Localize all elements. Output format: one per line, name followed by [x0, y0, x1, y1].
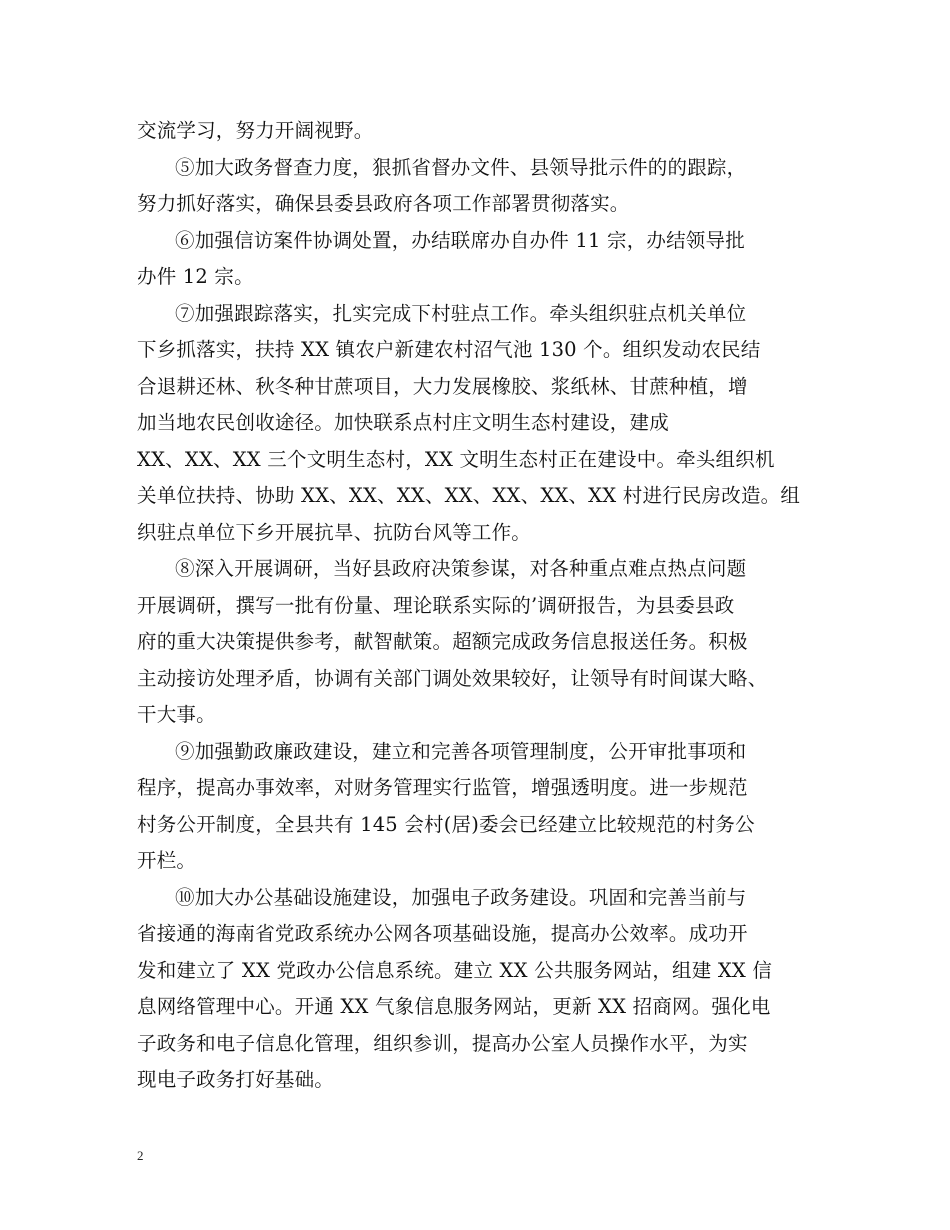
text-line: 开栏。	[137, 849, 197, 872]
text-line: 努力抓好落实，确保县委县政府各项工作部署贯彻落实。	[137, 192, 630, 215]
text-line: 程序，提高办事效率，对财务管理实行监管，增强透明度。进一步规范	[137, 776, 748, 799]
text-line: ⑦加强跟踪落实，扎实完成下村驻点工作。牵头组织驻点机关单位	[175, 301, 747, 325]
text-line: 交流学习，努力开阔视野。	[137, 119, 374, 142]
text-line: XX、XX、XX 三个文明生态村，XX 文明生态村正在建设中。牵头组织机	[137, 447, 775, 471]
text-line: 息网络管理中心。开通 XX 气象信息服务网站，更新 XX 招商网。强化电	[137, 995, 771, 1018]
text-line: 省接通的海南省党政系统办公网各项基础设施，提高办公效率。成功开	[137, 922, 748, 945]
text-line: 村务公开制度，全县共有 145 会村(居)委会已经建立比较规范的村务公	[137, 812, 755, 836]
text-line: 现电子政务打好基础。	[137, 1068, 335, 1091]
text-line: ⑤加大政务督查力度，狠抓省督办文件、县领导批示件的的跟踪，	[175, 155, 747, 179]
text-line: 子政务和电子信息化管理，组织参训，提高办公室人员操作水平，为实	[137, 1031, 748, 1055]
text-line: ⑥加强信访案件协调处置，办结联席办自办件 11 宗，办结领导批	[175, 228, 745, 252]
document-body	[137, 113, 827, 1099]
text-line: 织驻点单位下乡开展抗旱、抗防台风等工作。	[137, 520, 532, 544]
text-line: ⑩加大办公基础设施建设，加强电子政务建设。巩固和完善当前与	[175, 885, 747, 909]
text-line: 主动接访处理矛盾，协调有关部门调处效果较好，让领导有时间谋大略、	[137, 666, 768, 690]
text-line: 府的重大决策提供参考，献智献策。超额完成政务信息报送任务。积极	[137, 630, 748, 653]
text-line: ⑧深入开展调研，当好县政府决策参谋，对各种重点难点热点问题	[175, 557, 747, 580]
text-line: 合退耕还林、秋冬种甘蔗项目，大力发展橡胶、浆纸林、甘蔗种植，增	[137, 374, 748, 398]
text-line: 加当地农民创收途径。加快联系点村庄文明生态村建设，建成	[137, 411, 669, 434]
text-line: 下乡抓落实，扶持 XX 镇农户新建农村沼气池 130 个。组织发动农民结	[137, 338, 761, 361]
page-number: 2	[137, 1148, 144, 1163]
text-line: 开展调研，撰写一批有份量、理论联系实际的’调研报告，为县委县政	[137, 593, 735, 617]
text-line: 干大事。	[137, 703, 216, 726]
text-line: 发和建立了 XX 党政办公信息系统。建立 XX 公共服务网站，组建 XX 信	[137, 958, 773, 982]
text-line: 关单位扶持、协助 XX、XX、XX、XX、XX、XX、XX 村进行民房改造。组	[137, 484, 801, 507]
text-line: 办件 12 宗。	[137, 265, 254, 288]
text-line: ⑨加强勤政廉政建设，建立和完善各项管理制度，公开审批事项和	[175, 739, 747, 763]
